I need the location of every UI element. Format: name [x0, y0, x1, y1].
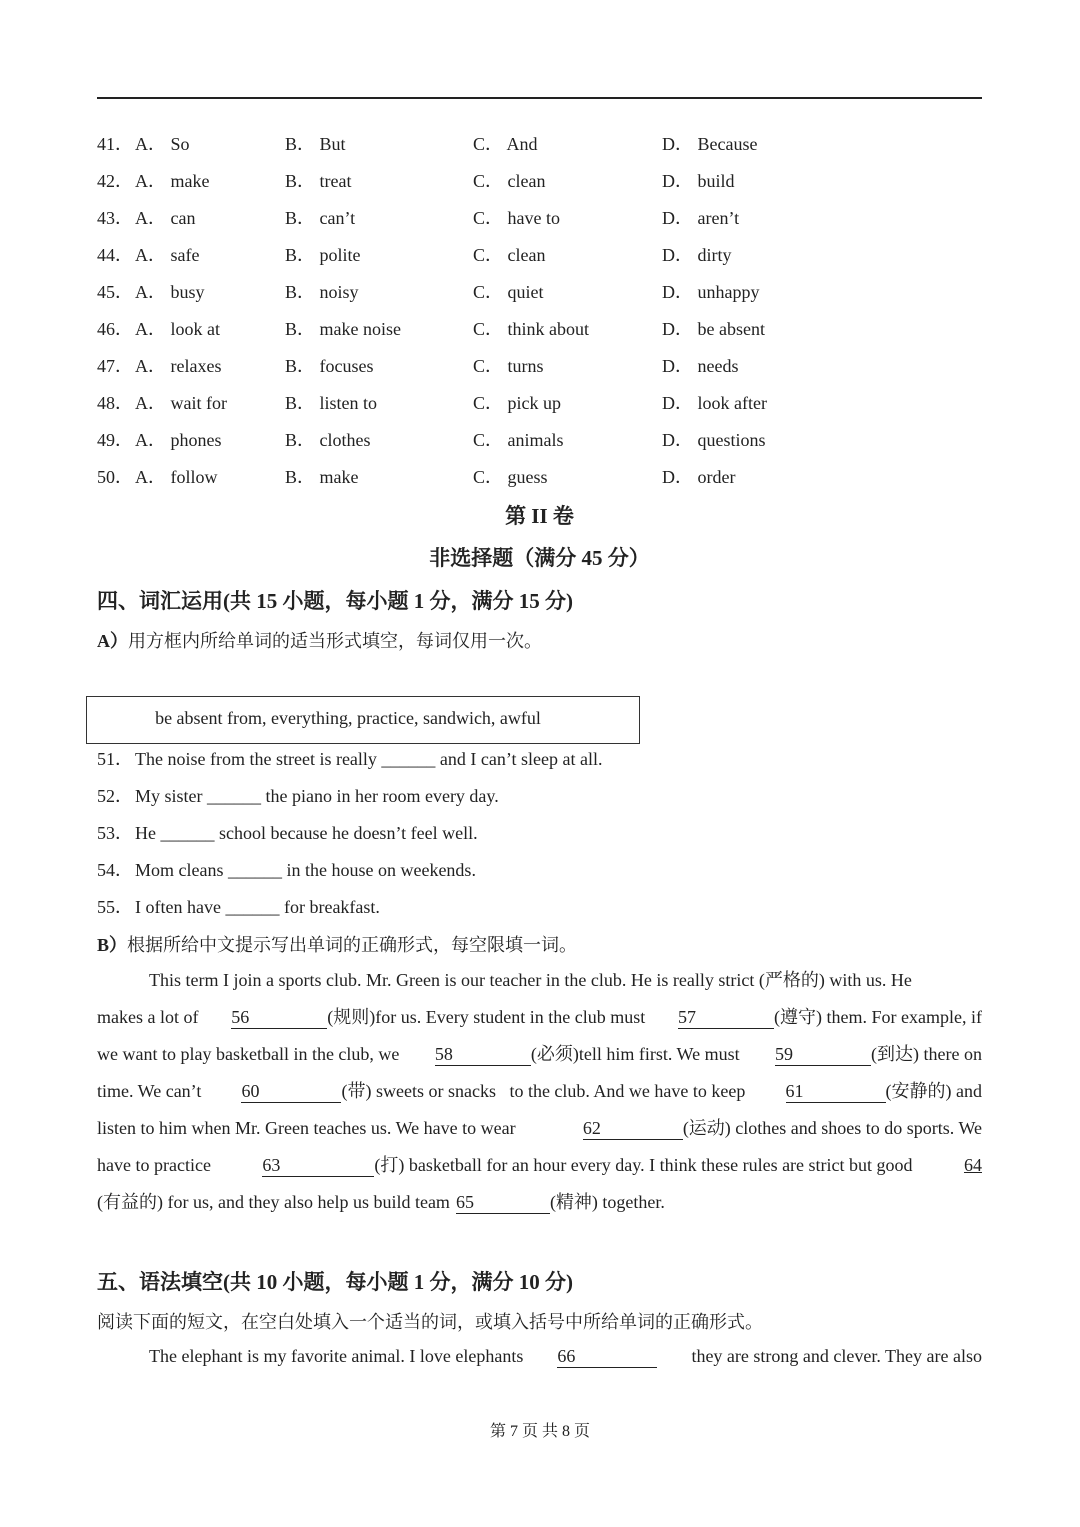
- option-c[interactable]: C． think about: [473, 319, 589, 339]
- question-row: [97, 124, 982, 161]
- item-blank[interactable]: ______: [227, 860, 282, 880]
- question-number: 43．: [97, 208, 133, 228]
- option-b[interactable]: B． listen to: [285, 393, 378, 413]
- option-b[interactable]: B． can’t: [285, 208, 356, 228]
- passage-line: [97, 1110, 982, 1147]
- blank-62[interactable]: 62: [583, 1117, 683, 1140]
- passage-text: (规则)for us. Every student in the club must: [327, 1007, 646, 1027]
- item-text: My sister: [135, 786, 203, 806]
- passage: [97, 962, 982, 1221]
- word-box-text: be absent from, everything, practice, sandwich, awful: [155, 708, 541, 728]
- section4-partB-instruction: [97, 931, 577, 957]
- fill-item: [97, 778, 982, 815]
- passage-line: [97, 962, 982, 999]
- option-c[interactable]: C． clean: [473, 171, 546, 191]
- question-row: [97, 420, 982, 457]
- blank-59[interactable]: 59: [775, 1043, 871, 1066]
- passage-line: [97, 1147, 982, 1184]
- partB-text: 根据所给中文提示写出单词的正确形式，每空限填一词。: [127, 935, 578, 955]
- option-d[interactable]: D． needs: [662, 356, 739, 376]
- item-text: Mom cleans: [135, 860, 224, 880]
- question-row: [97, 383, 982, 420]
- option-d[interactable]: D． look after: [662, 393, 767, 413]
- passage-line: [97, 999, 982, 1036]
- part2-title: 第 II 卷: [505, 504, 574, 528]
- blank-58[interactable]: 58: [435, 1043, 531, 1066]
- fill-item: [97, 852, 982, 889]
- section4-partA-instruction: [97, 627, 542, 653]
- option-b[interactable]: B． make noise: [285, 319, 401, 339]
- option-a[interactable]: A． busy: [135, 282, 205, 302]
- passage-text: (遵守) them. For example, if: [774, 1007, 982, 1027]
- option-b[interactable]: B． make: [285, 467, 359, 487]
- question-number: 42．: [97, 171, 133, 191]
- part2-subtitle: 非选择题（满分 45 分）: [429, 546, 650, 570]
- question-number: 48．: [97, 393, 133, 413]
- option-a[interactable]: A． safe: [135, 245, 200, 265]
- option-c[interactable]: C． have to: [473, 208, 560, 228]
- question-row: [97, 161, 982, 198]
- option-d[interactable]: D． dirty: [662, 245, 732, 265]
- blank-64[interactable]: 64: [963, 1155, 982, 1175]
- passage-line: [97, 1338, 982, 1375]
- option-a[interactable]: A． make: [135, 171, 210, 191]
- blank-57[interactable]: 57: [678, 1006, 774, 1029]
- option-a[interactable]: A． So: [135, 134, 190, 154]
- passage-text: This term I join a sports club. Mr. Green is our teacher in the club. He is really strict (严格的) with us. He: [149, 970, 912, 990]
- partA-label: A）: [97, 631, 128, 651]
- passage-text: The elephant is my favorite animal. I love elephants: [149, 1346, 524, 1366]
- fill-item: [97, 889, 982, 926]
- option-c[interactable]: C． animals: [473, 430, 564, 450]
- passage-text: (必须)tell him first. We must: [530, 1044, 740, 1064]
- partA-text: 用方框内所给单词的适当形式填空，每词仅用一次。: [128, 631, 542, 651]
- blank-65[interactable]: 65: [456, 1191, 550, 1214]
- item-number: 54．: [97, 860, 133, 880]
- option-b[interactable]: B． clothes: [285, 430, 371, 450]
- passage-text: (运动) clothes and shoes to do sports. We: [682, 1118, 982, 1138]
- option-c[interactable]: C． quiet: [473, 282, 544, 302]
- section5-instruction: 阅读下面的短文，在空白处填入一个适当的词，或填入括号中所给单词的正确形式。: [97, 1312, 763, 1332]
- option-c[interactable]: C． pick up: [473, 393, 561, 413]
- passage-section5: [97, 1338, 982, 1375]
- option-c[interactable]: C． clean: [473, 245, 546, 265]
- option-a[interactable]: A． look at: [135, 319, 220, 339]
- option-d[interactable]: D． questions: [662, 430, 766, 450]
- item-text: the piano in her room every day.: [265, 786, 499, 806]
- item-number: 52．: [97, 786, 133, 806]
- passage-text: (安静的) and: [885, 1081, 982, 1101]
- item-text: in the house on weekends.: [286, 860, 476, 880]
- passage-line: [97, 1184, 982, 1221]
- blank-60[interactable]: 60: [241, 1080, 341, 1103]
- option-b[interactable]: B． polite: [285, 245, 361, 265]
- question-row: [97, 272, 982, 309]
- item-number: 51．: [97, 749, 133, 769]
- item-text: He: [135, 823, 156, 843]
- question-row: [97, 457, 982, 494]
- item-number: 53．: [97, 823, 133, 843]
- blank-63[interactable]: 63: [262, 1154, 374, 1177]
- passage-text: time. We can’t: [97, 1081, 202, 1101]
- section5-heading: 五、语法填空(共 10 小题，每小题 1 分，满分 10 分): [97, 1270, 573, 1294]
- item-text: The noise from the street is really: [135, 749, 377, 769]
- option-d[interactable]: D． Because: [662, 134, 758, 154]
- option-a[interactable]: A． phones: [135, 430, 222, 450]
- fill-list: [97, 741, 982, 926]
- passage-text: (打) basketball for an hour every day. I think these rules are strict but good: [374, 1155, 913, 1175]
- question-number: 44．: [97, 245, 133, 265]
- option-c[interactable]: C． turns: [473, 356, 544, 376]
- item-number: 55．: [97, 897, 133, 917]
- option-d[interactable]: D． aren’t: [662, 208, 740, 228]
- option-d[interactable]: D． build: [662, 171, 735, 191]
- item-blank[interactable]: ______: [160, 823, 215, 843]
- item-text: for breakfast.: [283, 897, 380, 917]
- passage-text: have to practice: [97, 1155, 211, 1175]
- partB-label: B）: [97, 935, 128, 955]
- option-b[interactable]: B． treat: [285, 171, 352, 191]
- option-d[interactable]: D． unhappy: [662, 282, 760, 302]
- question-row: [97, 235, 982, 272]
- option-c[interactable]: C． And: [473, 134, 538, 154]
- blank-56[interactable]: 56: [231, 1006, 327, 1029]
- fill-item: [97, 815, 982, 852]
- option-b[interactable]: B． noisy: [285, 282, 359, 302]
- section4-heading: 四、词汇运用(共 15 小题，每小题 1 分，满分 15 分): [97, 589, 573, 613]
- item-blank[interactable]: ______: [207, 786, 261, 806]
- question-row: [97, 198, 982, 235]
- option-d[interactable]: D． be absent: [662, 319, 765, 339]
- passage-line: [97, 1073, 982, 1110]
- item-text: and I can’t sleep at all.: [439, 749, 603, 769]
- question-number: 49．: [97, 430, 133, 450]
- option-a[interactable]: A． relaxes: [135, 356, 222, 376]
- question-row: [97, 309, 982, 346]
- passage-text: listen to him when Mr. Green teaches us. We have to wear: [97, 1118, 516, 1138]
- blank-61[interactable]: 61: [786, 1080, 886, 1103]
- item-blank[interactable]: ______: [225, 897, 280, 917]
- question-number: 45．: [97, 282, 133, 302]
- passage-text: (到达) there on: [871, 1044, 982, 1064]
- passage-text: (有益的) for us, and they also help us build team: [97, 1192, 450, 1212]
- question-number: 46．: [97, 319, 133, 339]
- option-a[interactable]: A． wait for: [135, 393, 227, 413]
- passage-text: makes a lot of: [97, 1007, 199, 1027]
- option-d[interactable]: D． order: [662, 467, 736, 487]
- passage-line: [97, 1036, 982, 1073]
- page-footer: 第 7 页 共 8 页: [489, 1423, 590, 1440]
- option-c[interactable]: C． guess: [473, 467, 548, 487]
- question-number: 41．: [97, 134, 133, 154]
- fill-item: [97, 741, 982, 778]
- item-blank[interactable]: ______: [381, 749, 436, 769]
- option-b[interactable]: B． focuses: [285, 356, 374, 376]
- choice-table: [97, 124, 982, 494]
- passage-text: (精神) together.: [549, 1192, 665, 1212]
- item-text: school because he doesn’t feel well.: [219, 823, 478, 843]
- passage-text: they are strong and clever. They are also: [691, 1346, 982, 1366]
- option-a[interactable]: A． can: [135, 208, 196, 228]
- question-number: 50．: [97, 467, 133, 487]
- blank-66[interactable]: 66: [557, 1345, 657, 1368]
- question-number: 47．: [97, 356, 133, 376]
- option-b[interactable]: B． But: [285, 134, 346, 154]
- question-row: [97, 346, 982, 383]
- header-rule: [97, 97, 982, 99]
- option-a[interactable]: A． follow: [135, 467, 218, 487]
- passage-text: we want to play basketball in the club, we: [97, 1044, 400, 1064]
- passage-text: (带) sweets or snacks to the club. And we have to keep: [341, 1081, 746, 1101]
- item-text: I often have: [135, 897, 221, 917]
- word-box: [86, 696, 640, 744]
